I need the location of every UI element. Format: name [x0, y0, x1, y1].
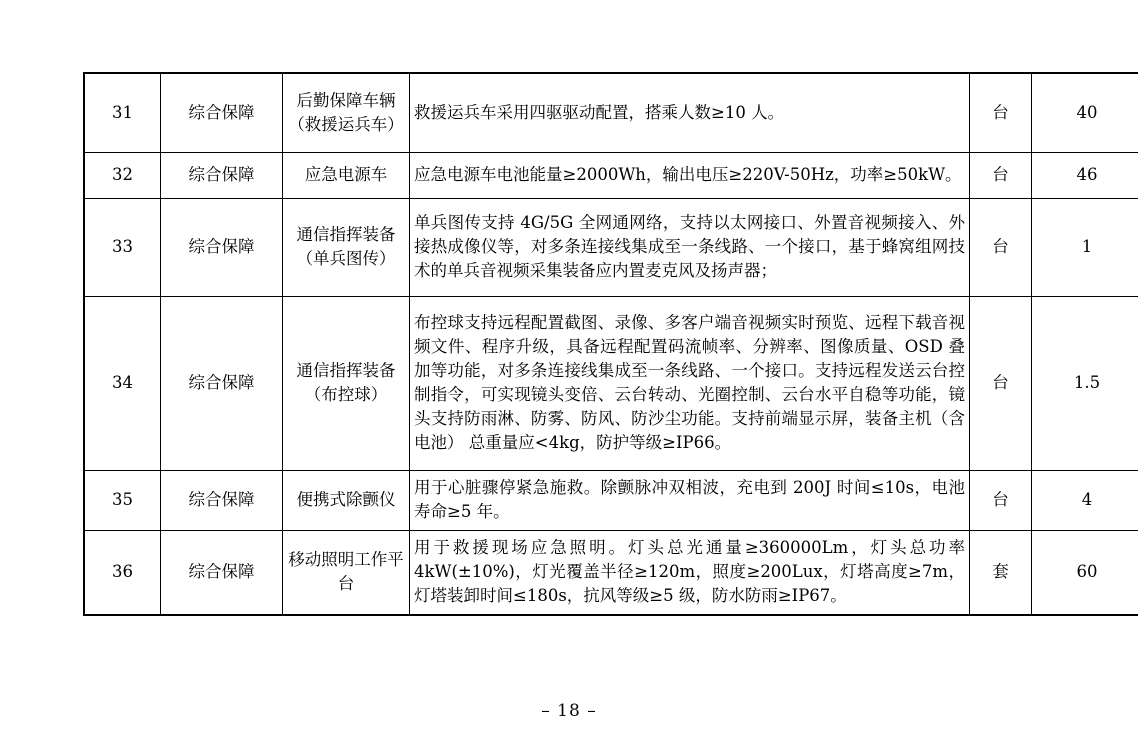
table-row [84, 152, 1138, 198]
name-cell: 移动照明工作平台 [283, 530, 410, 615]
category-cell: 综合保障 [161, 296, 283, 470]
seq-cell: 33 [84, 198, 161, 296]
name-cell: 应急电源车 [283, 152, 410, 198]
qty-cell: 1 [1032, 198, 1138, 296]
category-cell: 综合保障 [161, 152, 283, 198]
qty-cell: 4 [1032, 470, 1138, 530]
unit-cell: 台 [970, 73, 1032, 152]
category-cell: 综合保障 [161, 198, 283, 296]
category-cell: 综合保障 [161, 530, 283, 615]
name-cell: 通信指挥装备（单兵图传） [283, 198, 410, 296]
unit-cell: 台 [970, 470, 1032, 530]
qty-cell: 1.5 [1032, 296, 1138, 470]
seq-cell: 35 [84, 470, 161, 530]
category-cell: 综合保障 [161, 470, 283, 530]
table-row [84, 73, 1138, 152]
page-number: – 18 – [541, 701, 597, 721]
unit-cell: 套 [970, 530, 1032, 615]
seq-cell: 32 [84, 152, 161, 198]
qty-cell: 46 [1032, 152, 1138, 198]
table-row [84, 530, 1138, 615]
table-row [84, 470, 1138, 530]
spec-cell: 救援运兵车采用四驱驱动配置，搭乘人数≥10 人。 [410, 73, 970, 152]
name-cell: 后勤保障车辆（救援运兵车） [283, 73, 410, 152]
seq-cell: 34 [84, 296, 161, 470]
table-row [84, 198, 1138, 296]
table-row [84, 296, 1138, 470]
category-cell: 综合保障 [161, 73, 283, 152]
spec-cell: 用于救援现场应急照明。灯头总光通量≥360000Lm，灯头总功率 4kW(±10%)，灯光覆盖半径≥120m，照度≥200Lux，灯塔高度≥7m，灯塔装卸时间≤180s，抗风等级≥5 级，防水防雨≥IP67。 [410, 530, 970, 615]
spec-cell: 用于心脏骤停紧急施救。除颤脉冲双相波，充电到 200J 时间≤10s，电池寿命≥5 年。 [410, 470, 970, 530]
unit-cell: 台 [970, 296, 1032, 470]
spec-cell: 单兵图传支持 4G/5G 全网通网络，支持以太网接口、外置音视频接入、外接热成像仪等，对多条连接线集成至一条线路、一个接口，基于蜂窝组网技术的单兵音视频采集装备应内置麦克风及扬声器； [410, 198, 970, 296]
seq-cell: 36 [84, 530, 161, 615]
unit-cell: 台 [970, 198, 1032, 296]
spec-cell: 应急电源车电池能量≥2000Wh，输出电压≥220V-50Hz，功率≥50kW。 [410, 152, 970, 198]
unit-cell: 台 [970, 152, 1032, 198]
seq-cell: 31 [84, 73, 161, 152]
spec-cell: 布控球支持远程配置截图、录像、多客户端音视频实时预览、远程下载音视频文件、程序升级，具备远程配置码流帧率、分辨率、图像质量、OSD 叠加等功能，对多条连接线集成至一条线路、一个接口。支持远程发送云台控制指令，可实现镜头变倍、云台转动、光圈控制、云台水平自稳等功能，镜头支持防雨淋、防雾、防风、防沙尘功能。支持前端显示屏，装备主机（含电池） 总重量应<4kg，防护等级≥IP66。 [410, 296, 970, 470]
equipment-table [83, 72, 1138, 616]
name-cell: 通信指挥装备（布控球） [283, 296, 410, 470]
qty-cell: 60 [1032, 530, 1138, 615]
qty-cell: 40 [1032, 73, 1138, 152]
name-cell: 便携式除颤仪 [283, 470, 410, 530]
